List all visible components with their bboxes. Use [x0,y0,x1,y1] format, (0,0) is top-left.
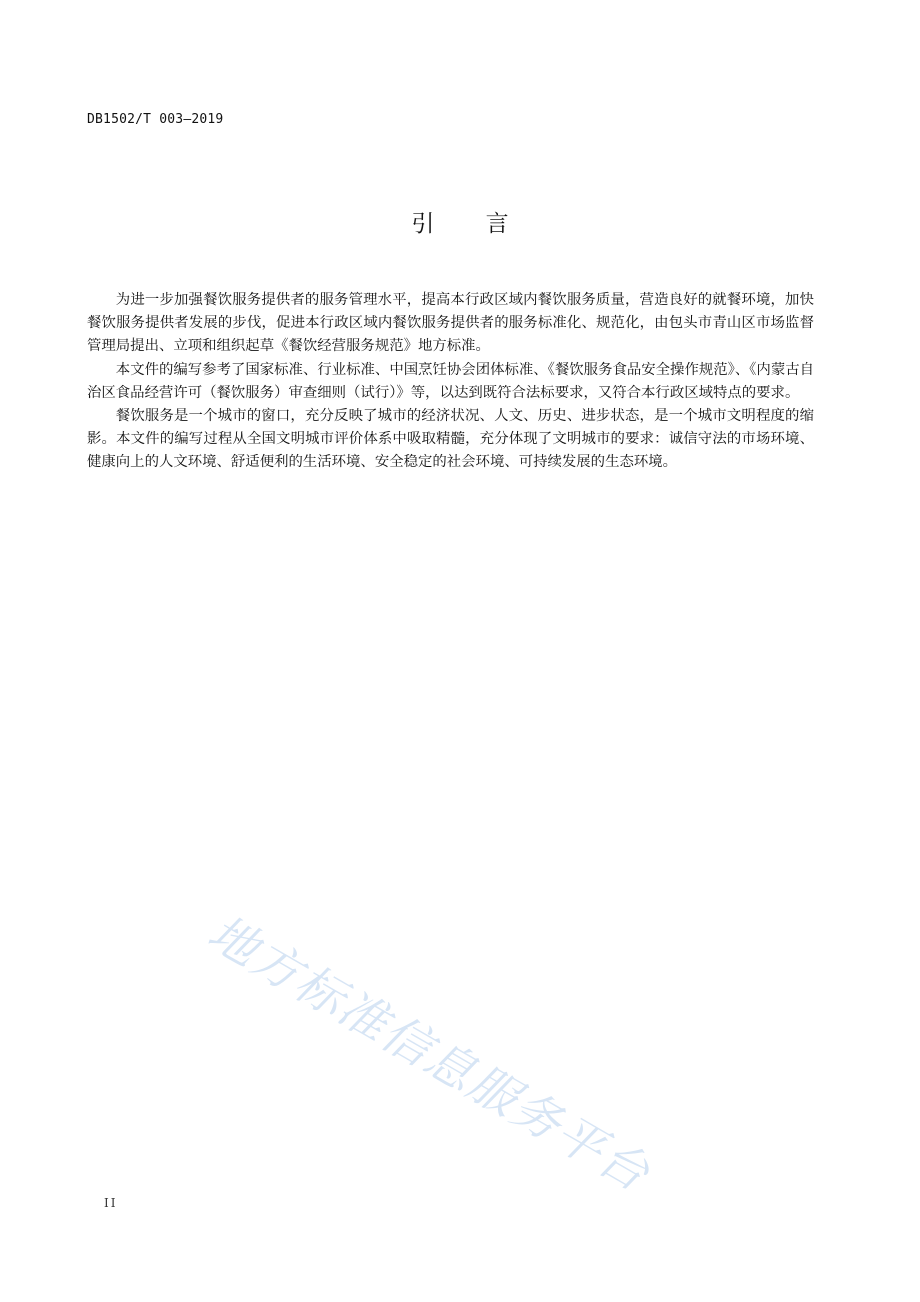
introduction-body [87,289,814,475]
paragraph: 为进一步加强餐饮服务提供者的服务管理水平，提高本行政区域内餐饮服务质量，营造良好的就餐环境，加快餐饮服务提供者发展的步伐，促进本行政区域内餐饮服务提供者的服务标准化、规范化，由包头市青山区市场监督管理局提出、立项和组织起草《餐饮经营服务规范》地方标准。 [87,292,814,355]
paragraph: 本文件的编写参考了国家标准、行业标准、中国烹饪协会团体标准、《餐饮服务食品安全操作规范》、《内蒙古自治区食品经营许可（餐饮服务）审查细则（试行）》等，以达到既符合法标要求，又符合本行政区域特点的要求。 [87,361,814,401]
watermark: 地方标准信息服务平台 [198,904,660,1204]
standard-code: DB1502/T 003—2019 [87,112,224,127]
page-number: II [104,1196,118,1210]
paragraph: 餐饮服务是一个城市的窗口，充分反映了城市的经济状况、人文、历史、进步状态，是一个城市文明程度的缩影。本文件的编写过程从全国文明城市评价体系中吸取精髓，充分体现了文明城市的要求：诚信守法的市场环境、健康向上的人文环境、舒适便利的生活环境、安全稳定的社会环境、可持续发展的生态环境。 [87,408,814,471]
page-title: 引 言 [411,211,531,237]
